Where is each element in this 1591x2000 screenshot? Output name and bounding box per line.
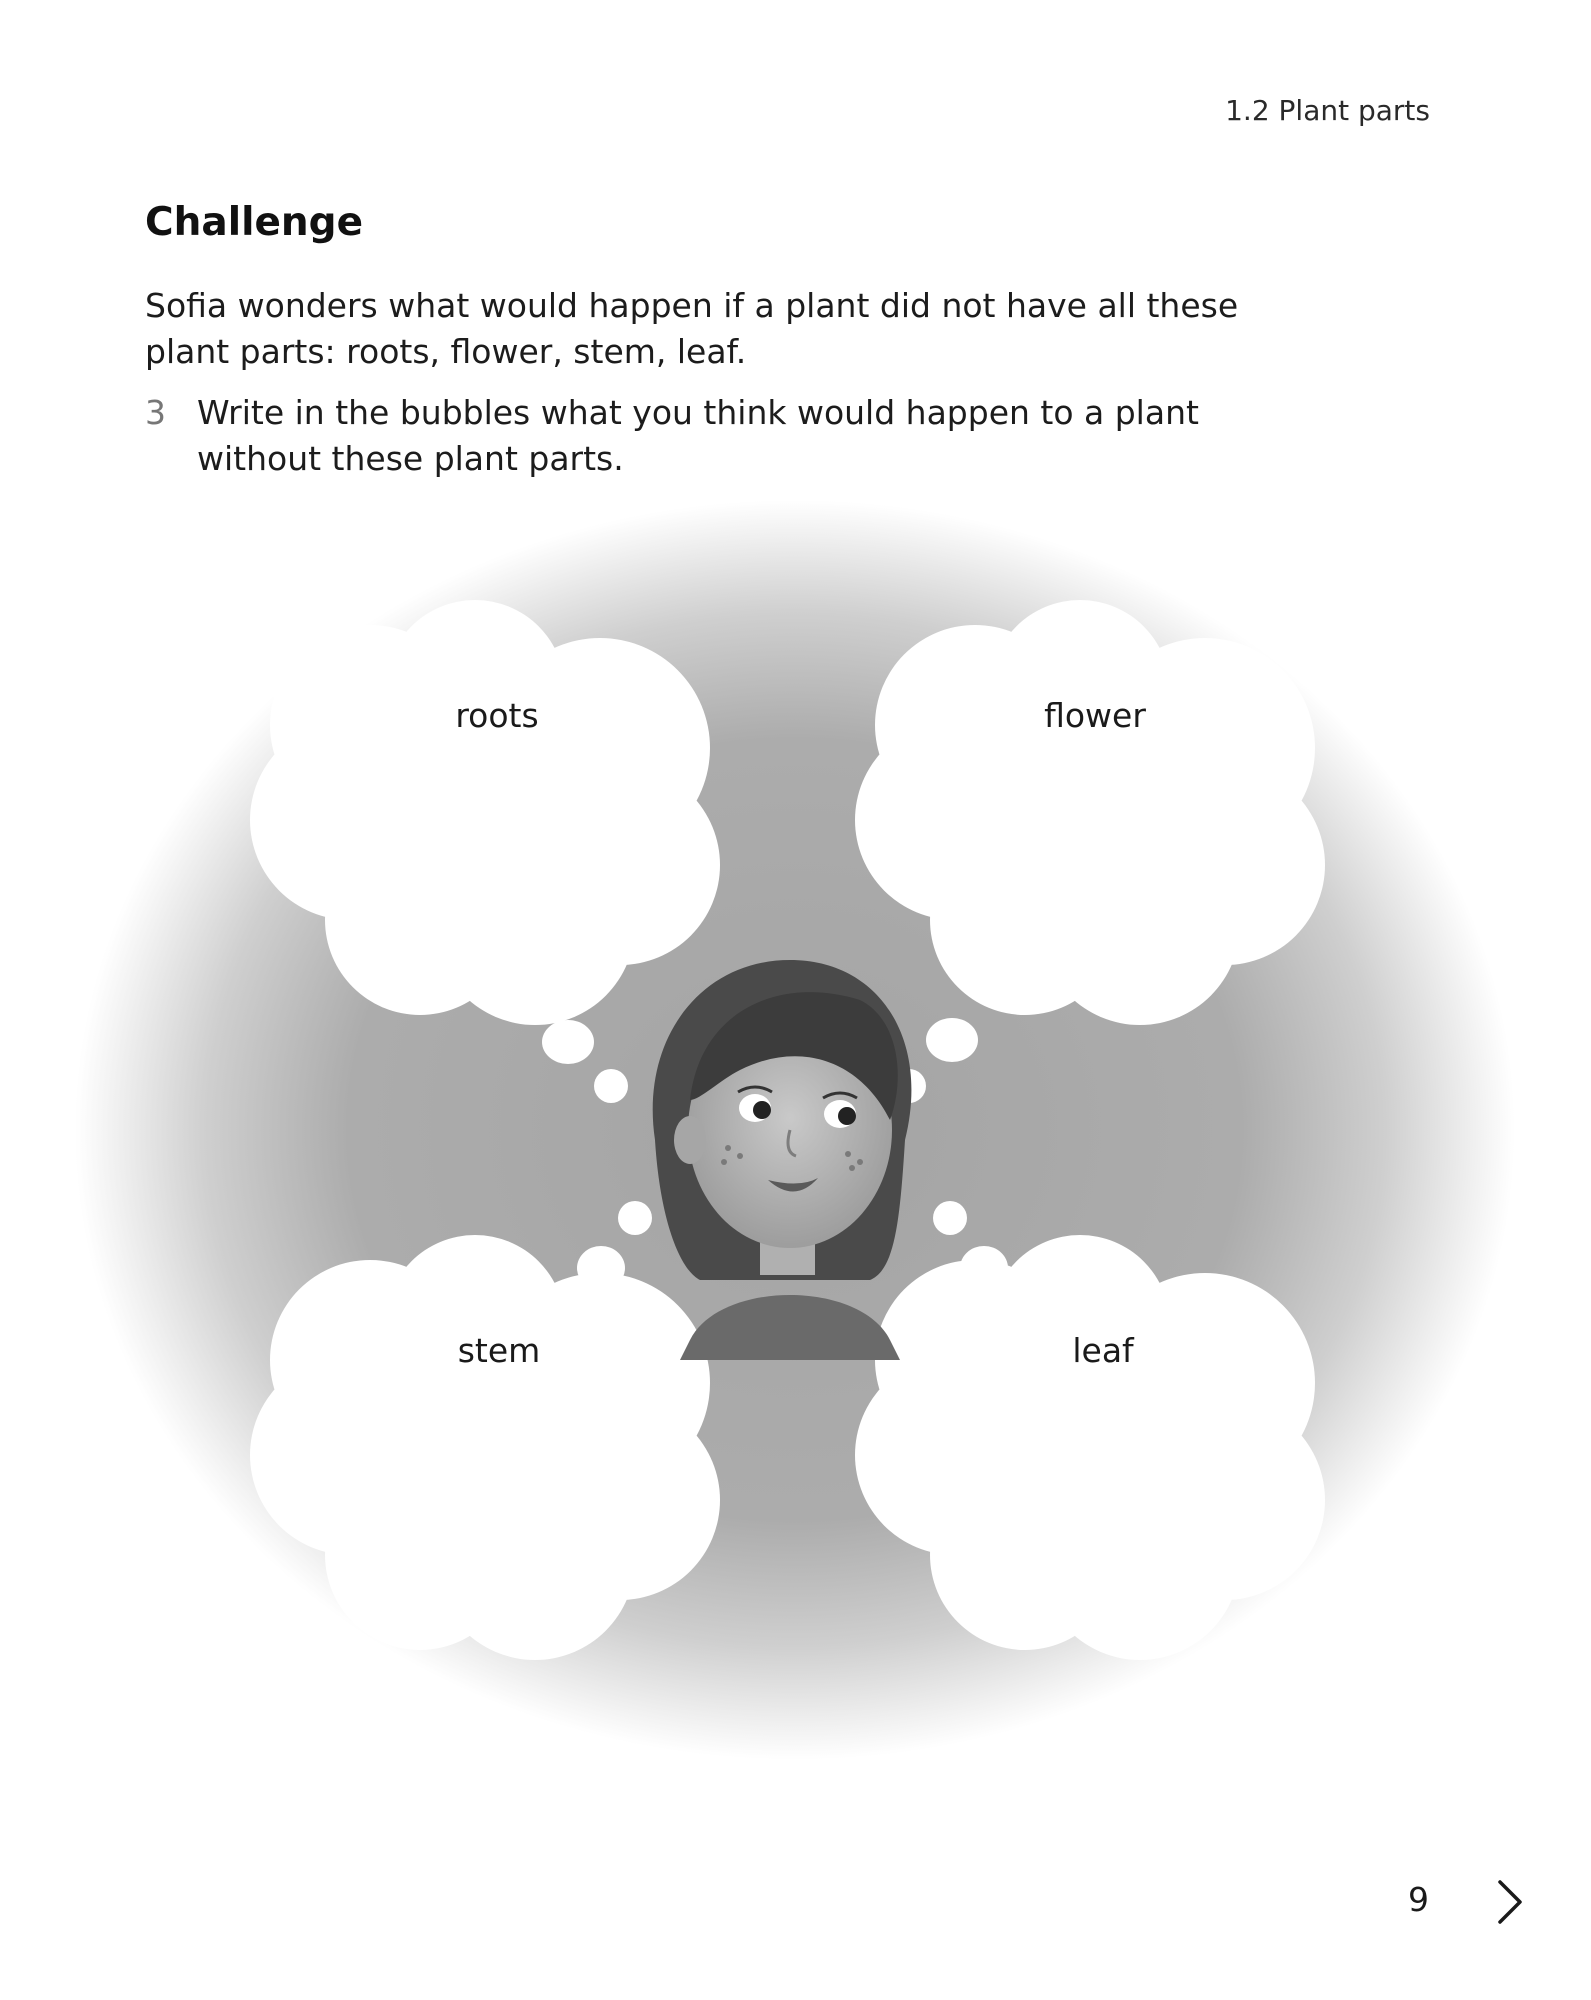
bubble-label-roots: roots bbox=[455, 696, 539, 735]
bubble-label-flower: flower bbox=[1044, 696, 1146, 735]
thought-bubbles-illustration bbox=[0, 480, 1591, 1820]
illustration-canvas bbox=[0, 480, 1591, 1820]
bubble-label-leaf: leaf bbox=[1072, 1331, 1134, 1370]
page-number: 9 bbox=[1408, 1880, 1429, 1919]
challenge-heading: Challenge bbox=[145, 200, 364, 245]
question-number: 3 bbox=[145, 393, 166, 432]
section-label: 1.2 Plant parts bbox=[1225, 94, 1430, 127]
chevron-right-icon[interactable] bbox=[1494, 1878, 1526, 1926]
bubble-label-stem: stem bbox=[457, 1331, 541, 1370]
question-text: Write in the bubbles what you think would happen to a plant without these plant parts. bbox=[197, 393, 1199, 478]
intro-text: Sofia wonders what would happen if a plant did not have all these plant parts: roots, flower, stem, leaf. bbox=[145, 286, 1239, 371]
question bbox=[145, 390, 1325, 482]
